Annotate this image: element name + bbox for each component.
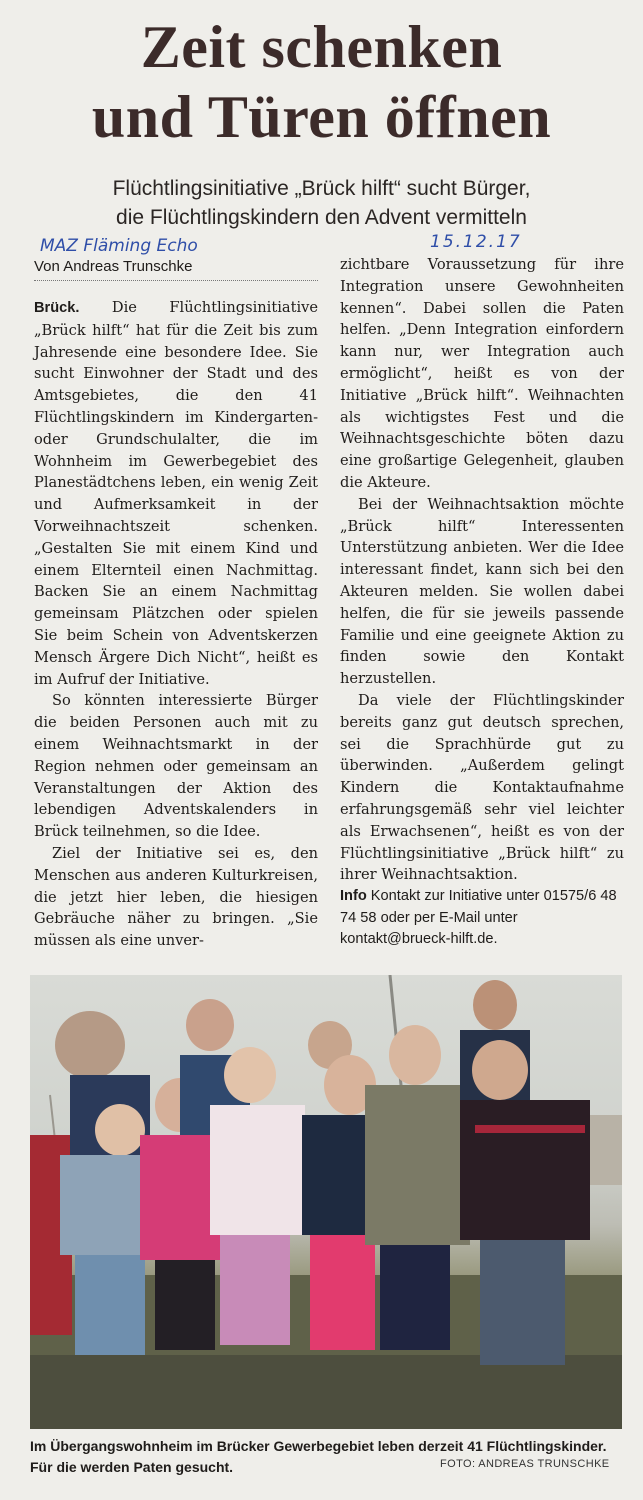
info-label: Info (340, 888, 367, 904)
photo-caption: Im Übergangswohnheim im Brücker Gewerbegebiet leben derzeit 41 Flüchtlingskinder. Für die werden Paten gesucht. (30, 1438, 607, 1475)
dateline: Brück. (34, 300, 80, 316)
subhead-line-2: die Flüchtlingskindern den Advent vermitteln (116, 206, 527, 229)
paragraph-2: So könnten interessierte Bürger die beiden Personen auch mit zu einem Weihnachtsmarkt in der Region nehmen oder gemeinsam an Veranstaltungen der Aktion des lebendigen Adventskalenders in Brück teilnehmen, so die Idee. (34, 692, 318, 841)
handwritten-source-note: MAZ Fläming Echo (40, 236, 198, 256)
headline-line-2: und Türen öffnen (91, 84, 552, 150)
info-box (340, 886, 630, 951)
paragraph-4: zichtbare Voraussetzung für ihre Integration unsere Gewohnheiten kennen“. Dabei sollen die Paten helfen. „Denn Integration einfordern kann nur, wer Integration auch ermöglicht“, heißt es von der Initiative „Brück hilft“. Weihnachten als wichtigstes Fest und die Weihnachtsgeschichte böten dazu eine großartige Gelegenheit, glauben die Akteure. (340, 256, 624, 491)
article-photo (30, 975, 622, 1429)
byline: Von Andreas Trunschke (34, 257, 318, 281)
info-text: Kontakt zur Initiative unter 01575/6 48 74 58 oder per E-Mail unter kontakt@brueck-hilft.de. (340, 888, 617, 947)
children-group-photo (30, 975, 622, 1429)
paragraph-1-text: Die Flüchtlingsinitiative „Brück hilft“ hat für die Zeit bis zum Jahresende eine besondere Idee. Sie sucht Einwohner der Stadt und des Amtsgebietes, die den 41 Flüchtlingskindern im Kindergarten- oder Grundschulalter, die im Wohnheim im Gewerbegebiet des Planestädtchens leben, ein wenig Zeit und Aufmerksamkeit in der Vorweihnachtszeit schenken. „Gestalten Sie mit einem Kind und einem Elternteil einen Nachmittag. Backen Sie an einem Nachmittag gemeinsam Plätzchen oder spielen Sie beim Schein von Adventskerzen Mensch Ärgere Dich Nicht“, heißt es im Aufruf der Initiative. (34, 299, 318, 688)
paragraph-3: Ziel der Initiative sei es, den Menschen aus anderen Kulturkreisen, die jetzt hier leben, die hiesigen Gebräuche näher zu bringen. „Sie müssen als eine unver- (34, 844, 318, 950)
paragraph-6: Da viele der Flüchtlingskinder bereits ganz gut deutsch sprechen, sei die Sprachhürde gut zu überwinden. „Außerdem gelingt Kindern die Kontaktaufnahme erfahrungsgemäß sehr viel leichter als Erwachsenen“, heißt es von der Flüchtlingsinitiative „Brück hilft“ zu ihrer Weihnachtsaktion. (340, 691, 624, 884)
headline-line-1: Zeit schenken (140, 14, 503, 80)
subhead-line-1: Flüchtlingsinitiative „Brück hilft“ sucht Bürger, (112, 177, 531, 200)
paragraph-5: Bei der Weihnachtsaktion möchte „Brück hilft“ Interessenten Unterstützung anbieten. Wer die Idee interessant findet, kann sich bei den Akteuren melden. Sie wollen dabei helfen, die für sie jeweils passende Familie und eine geeignete Aktion zu finden sowie den Kontakt herzustellen. (340, 495, 624, 688)
article-column-2 (340, 254, 624, 886)
handwritten-date-note: 15.12.17 (430, 232, 522, 252)
article-column-1 (34, 297, 318, 952)
paragraph-1 (34, 297, 318, 690)
photo-credit: FOTO: ANDREAS TRUNSCHKE (440, 1458, 610, 1470)
